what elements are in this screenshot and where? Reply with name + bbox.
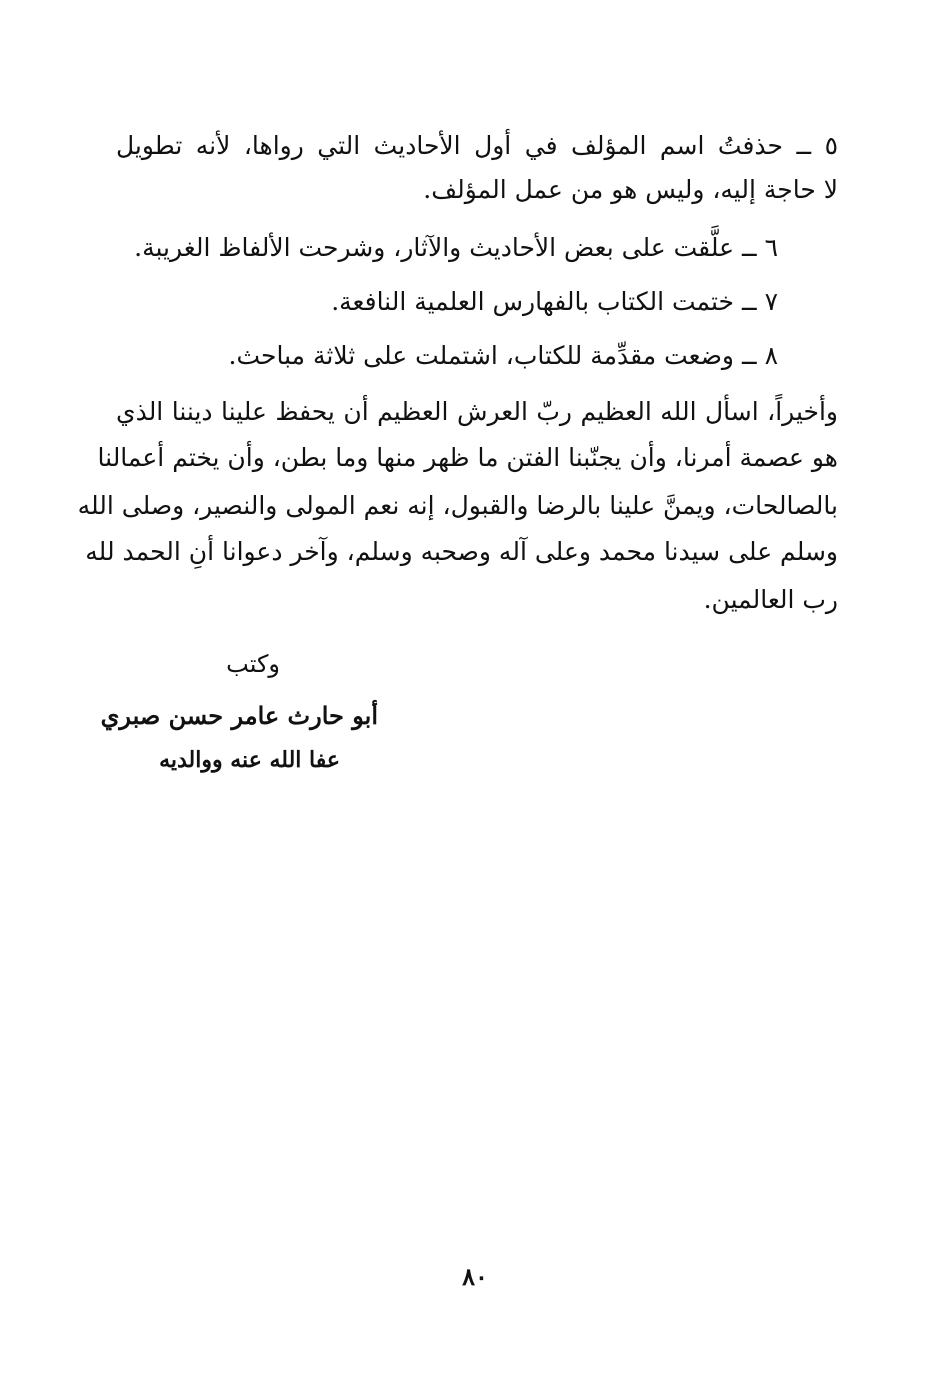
closing-paragraph-line-3: بالصالحات، ويمنَّ علينا بالرضا والقبول، إنه نعم المولى والنصير، وصلى الله — [77, 491, 838, 520]
closing-paragraph-line-4: وسلم على سيدنا محمد وعلى آله وصحبه وسلم، وآخر دعوانا أنِ الحمد لله — [85, 537, 838, 566]
closing-paragraph-line-2: هو عصمة أمرنا، وأن يجنّبنا الفتن ما ظهر منها وما بطن، وأن يختم أعمالنا — [97, 443, 838, 472]
closing-paragraph-line-1: وأخيراً، اسأل الله العظيم ربّ العرش العظيم أن يحفظ علينا ديننا الذي — [116, 397, 838, 426]
signature-author: أبو حارث عامر حسن صبري — [100, 701, 378, 730]
page-number: ٨٠ — [462, 1262, 488, 1291]
item-8: ٨ ــ وضعت مقدِّمة للكتاب، اشتملت على ثلاثة مباحث. — [228, 341, 778, 370]
closing-paragraph-line-5: رب العالمين. — [703, 585, 838, 614]
item-5-line-2: لا حاجة إليه، وليس هو من عمل المؤلف. — [423, 175, 838, 204]
signature-prayer: عفا الله عنه ووالديه — [159, 747, 340, 773]
item-7: ٧ ــ ختمت الكتاب بالفهارس العلمية النافعة. — [331, 287, 778, 316]
signature-wrote: وكتب — [226, 650, 280, 678]
item-5-line-1: ٥ ــ حذفتُ اسم المؤلف في أول الأحاديث التي رواها، لأنه تطويل — [116, 131, 838, 160]
item-6: ٦ ــ علَّقت على بعض الأحاديث والآثار، وشرحت الألفاظ الغريبة. — [134, 233, 778, 262]
